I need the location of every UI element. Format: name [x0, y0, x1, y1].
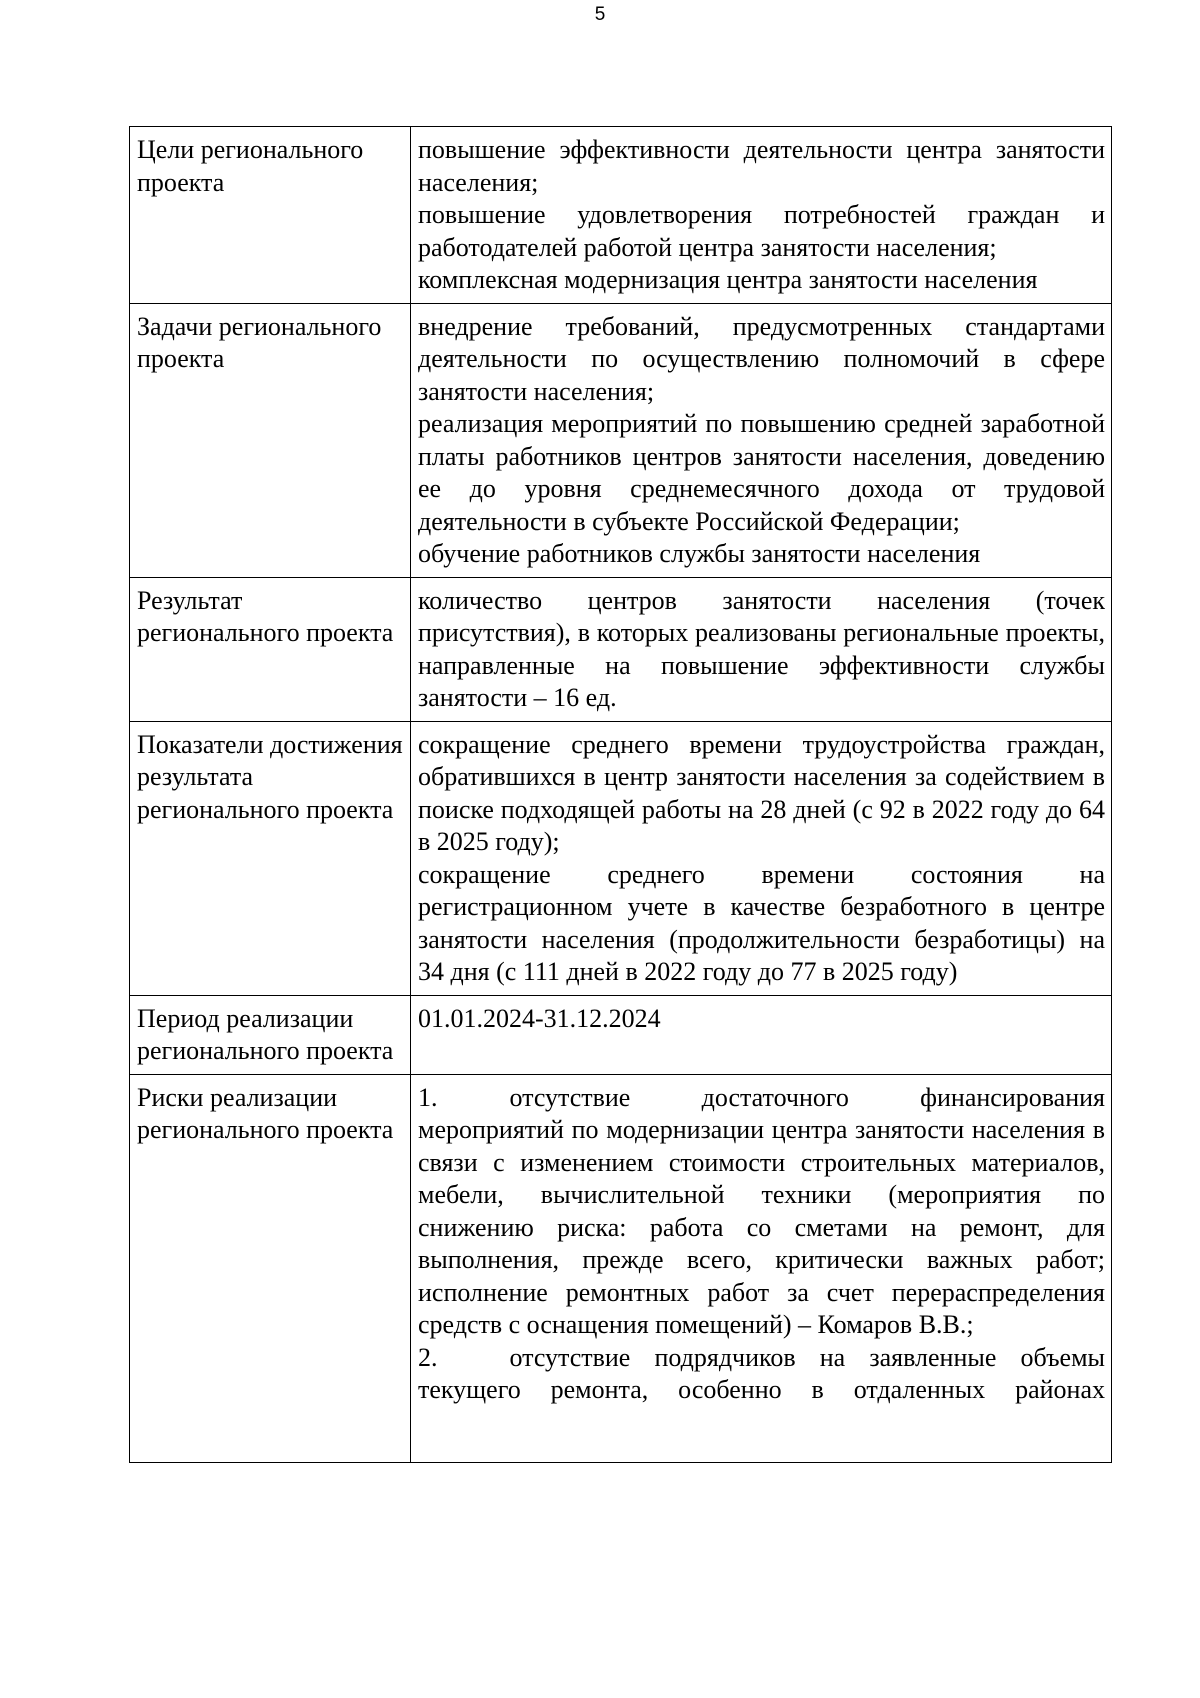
row-risks	[130, 1074, 1112, 1462]
indicator-item: сокращение среднего времени трудоустройства граждан, обратившихся в центр занятости населения за содействием в поиске подходящей работы на 28 дней (с 92 в 2022 году до 64 в 2025 году);	[418, 729, 1105, 856]
goal-item: повышение удовлетворения потребностей граждан и работодателей работой центра занятости населения;	[418, 200, 1105, 262]
result-item: количество центров занятости населения (точек присутствия), в которых реализованы региональные проекты, направленные на повышение эффективности службы занятости – 16 ед.	[418, 585, 1105, 712]
row-risks-label: Риски реализации регионального проекта	[130, 1074, 411, 1462]
row-goals	[130, 127, 1112, 304]
goal-item: повышение эффективности деятельности центра занятости населения;	[418, 135, 1105, 197]
risk-item-number: 1.	[418, 1082, 438, 1112]
task-item: обучение работников службы занятости населения	[418, 539, 981, 568]
row-indicators-label: Показатели достижения результата регионального проекта	[130, 721, 411, 995]
row-goals-label: Цели регионального проекта	[130, 127, 411, 304]
row-result-value	[411, 577, 1112, 721]
row-period-value	[411, 995, 1112, 1074]
task-item: реализация мероприятий по повышению средней заработной платы работников центров занятости населения, доведению ее до уровня среднемесячного дохода от трудовой деятельности в субъекте Российской Федерации;	[418, 409, 1105, 536]
task-item: внедрение требований, предусмотренных стандартами деятельности по осуществлению полномочий в сфере занятости населения;	[418, 311, 1105, 406]
page-number: 5	[594, 4, 606, 25]
row-indicators-value	[411, 721, 1112, 995]
project-passport-table	[129, 126, 1112, 1463]
risk-item	[418, 1082, 1105, 1342]
risk-item	[418, 1342, 1105, 1407]
row-tasks-label: Задачи регионального проекта	[130, 303, 411, 577]
goal-item: комплексная модернизация центра занятости населения	[418, 265, 1038, 294]
row-indicators	[130, 721, 1112, 995]
risk-item-text: отсутствие достаточного финансирования мероприятий по модернизации центра занятости населения в связи с изменением стоимости строительных материалов, мебели, вычислительной техники (мероприятия по снижению риска: работа со сметами на ремонт, для выполнения, прежде всего, критически важных работ; исполнение ремонтных работ за счет перераспределения средств с оснащения помещений) – Комаров В.В.;	[418, 1082, 1105, 1339]
row-period-label: Период реализации регионального проекта	[130, 995, 411, 1074]
row-risks-value	[411, 1074, 1112, 1462]
row-result	[130, 577, 1112, 721]
row-goals-value	[411, 127, 1112, 304]
row-result-label: Результат регионального проекта	[130, 577, 411, 721]
risk-item-text: отсутствие подрядчиков на заявленные объемы текущего ремонта, особенно в отдаленных районах	[418, 1342, 1105, 1404]
period-value: 01.01.2024-31.12.2024	[418, 1003, 661, 1033]
row-period	[130, 995, 1112, 1074]
row-tasks	[130, 303, 1112, 577]
indicator-item: сокращение среднего времени состояния на регистрационном учете в качестве безработного в центре занятости населения (продолжительности безработицы) на 34 дня (с 111 дней в 2022 году до 77 в 2025 году)	[418, 859, 1105, 986]
row-tasks-value	[411, 303, 1112, 577]
risk-item-number: 2.	[418, 1342, 438, 1372]
